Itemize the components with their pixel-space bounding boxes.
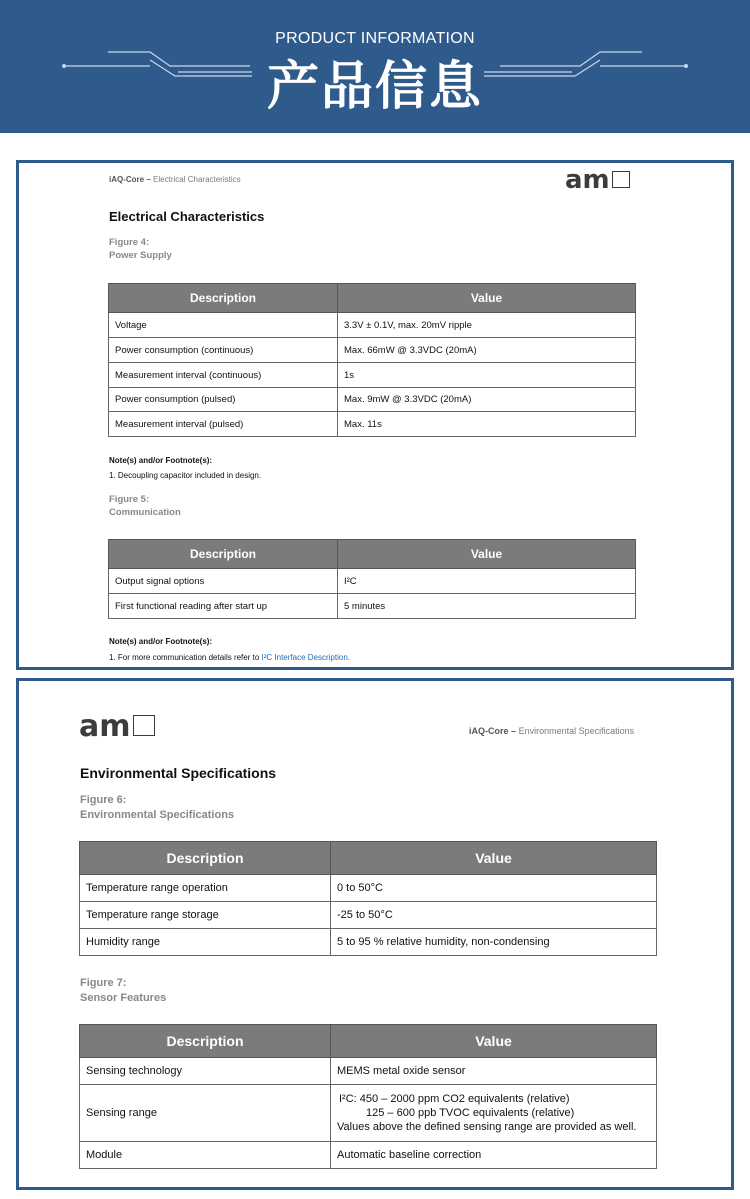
figure-label: Figure 6: bbox=[80, 794, 127, 806]
cell-description: First functional reading after start up bbox=[109, 594, 338, 619]
cell-value: Automatic baseline correction bbox=[331, 1142, 657, 1169]
cell-description: Measurement interval (pulsed) bbox=[109, 412, 338, 437]
cell-description: Temperature range operation bbox=[80, 875, 331, 902]
sensing-range-line-2: 125 – 600 ppb TVOC equivalents (relative) bbox=[366, 1106, 575, 1119]
section-title: Electrical Characteristics bbox=[109, 209, 265, 224]
note-heading: Note(s) and/or Footnote(s): bbox=[109, 637, 213, 646]
table-header-row bbox=[80, 1025, 657, 1058]
running-head bbox=[109, 175, 241, 184]
running-head-product: iAQ-Core bbox=[469, 726, 509, 736]
header-english-title: PRODUCT INFORMATION bbox=[275, 30, 475, 47]
cell-value bbox=[331, 1085, 657, 1142]
cell-description: Sensing technology bbox=[80, 1058, 331, 1085]
cell-value: -25 to 50°C bbox=[331, 902, 657, 929]
header-value: Value bbox=[331, 842, 657, 875]
figure-5-caption bbox=[109, 494, 181, 520]
communication-table bbox=[108, 539, 636, 619]
ams-logo bbox=[565, 165, 630, 195]
note-heading: Note(s) and/or Footnote(s): bbox=[109, 456, 213, 465]
cell-value: 0 to 50°C bbox=[331, 875, 657, 902]
table-row bbox=[109, 412, 636, 437]
table-header-row bbox=[109, 540, 636, 569]
running-head-section: Environmental Specifications bbox=[518, 726, 635, 736]
table-row bbox=[80, 1058, 657, 1085]
cell-value: MEMS metal oxide sensor bbox=[331, 1058, 657, 1085]
sensing-range-line-3: Values above the defined sensing range are provided as well. bbox=[337, 1121, 637, 1134]
cell-description: Humidity range bbox=[80, 929, 331, 956]
table-row bbox=[80, 875, 657, 902]
cell-description: Power consumption (pulsed) bbox=[109, 388, 338, 412]
logo-mark-icon bbox=[133, 715, 155, 736]
electrical-characteristics-page bbox=[16, 160, 734, 670]
header-value: Value bbox=[338, 540, 636, 569]
header-value: Value bbox=[331, 1025, 657, 1058]
figure-label: Figure 4: bbox=[109, 237, 150, 248]
environmental-specifications-table bbox=[79, 841, 657, 956]
header-value: Value bbox=[338, 284, 636, 313]
logo-text: am bbox=[79, 709, 131, 744]
header-description: Description bbox=[80, 842, 331, 875]
figure-label: Figure 7: bbox=[80, 977, 127, 989]
table-row bbox=[109, 569, 636, 594]
figure-caption: Environmental Specifications bbox=[80, 808, 235, 821]
sensor-features-table bbox=[79, 1024, 657, 1169]
sensing-range-line-1: I²C: 450 – 2000 ppm CO2 equivalents (relative) bbox=[339, 1092, 570, 1105]
figure-caption: Sensor Features bbox=[80, 991, 167, 1004]
header-description: Description bbox=[109, 540, 338, 569]
cell-description: Sensing range bbox=[80, 1085, 331, 1142]
figure-4-caption bbox=[109, 237, 172, 263]
figure-7-caption bbox=[80, 976, 166, 1006]
logo-text: am bbox=[565, 165, 610, 195]
power-supply-table bbox=[108, 283, 636, 437]
cell-description: Module bbox=[80, 1142, 331, 1169]
figure-caption: Power Supply bbox=[109, 249, 172, 261]
cell-value: Max. 9mW @ 3.3VDC (20mA) bbox=[338, 388, 636, 412]
note-text bbox=[109, 653, 350, 662]
figure-6-caption bbox=[80, 793, 234, 823]
cell-description: Power consumption (continuous) bbox=[109, 338, 338, 363]
header-description: Description bbox=[80, 1025, 331, 1058]
header-banner bbox=[0, 0, 750, 133]
table-header-row bbox=[109, 284, 636, 313]
table-row bbox=[109, 313, 636, 338]
cell-description: Temperature range storage bbox=[80, 902, 331, 929]
cell-value: 3.3V ± 0.1V, max. 20mV ripple bbox=[338, 313, 636, 338]
table-row bbox=[109, 338, 636, 363]
cell-description: Output signal options bbox=[109, 569, 338, 594]
table-row bbox=[109, 388, 636, 412]
environmental-specifications-page bbox=[16, 678, 734, 1190]
table-row bbox=[80, 902, 657, 929]
table-row bbox=[80, 929, 657, 956]
cell-value: 1s bbox=[338, 363, 636, 388]
cell-value: 5 to 95 % relative humidity, non-condensing bbox=[331, 929, 657, 956]
table-row bbox=[109, 594, 636, 619]
cell-value: 5 minutes bbox=[338, 594, 636, 619]
running-head-dash: – bbox=[511, 726, 517, 736]
running-head-dash: – bbox=[146, 175, 151, 184]
header-description: Description bbox=[109, 284, 338, 313]
note-text-prefix: 1. For more communication details refer to bbox=[109, 653, 260, 662]
running-head-product: iAQ-Core bbox=[109, 175, 145, 184]
running-head-section: Electrical Characteristics bbox=[153, 175, 241, 184]
table-row bbox=[109, 363, 636, 388]
ams-logo bbox=[79, 709, 155, 744]
figure-label: Figure 5: bbox=[109, 494, 150, 505]
cell-value: Max. 11s bbox=[338, 412, 636, 437]
header-chinese-title: 产品信息 bbox=[266, 57, 483, 117]
cell-value: Max. 66mW @ 3.3VDC (20mA) bbox=[338, 338, 636, 363]
table-row bbox=[80, 1085, 657, 1142]
figure-caption: Communication bbox=[109, 506, 181, 518]
note-text: 1. Decoupling capacitor included in design. bbox=[109, 471, 262, 480]
table-header-row bbox=[80, 842, 657, 875]
logo-mark-icon bbox=[612, 171, 630, 188]
running-head bbox=[469, 726, 634, 736]
i2c-interface-link[interactable]: I²C Interface Description. bbox=[261, 653, 350, 662]
table-row bbox=[80, 1142, 657, 1169]
section-title: Environmental Specifications bbox=[80, 765, 277, 781]
cell-description: Voltage bbox=[109, 313, 338, 338]
cell-description: Measurement interval (continuous) bbox=[109, 363, 338, 388]
cell-value: I²C bbox=[338, 569, 636, 594]
